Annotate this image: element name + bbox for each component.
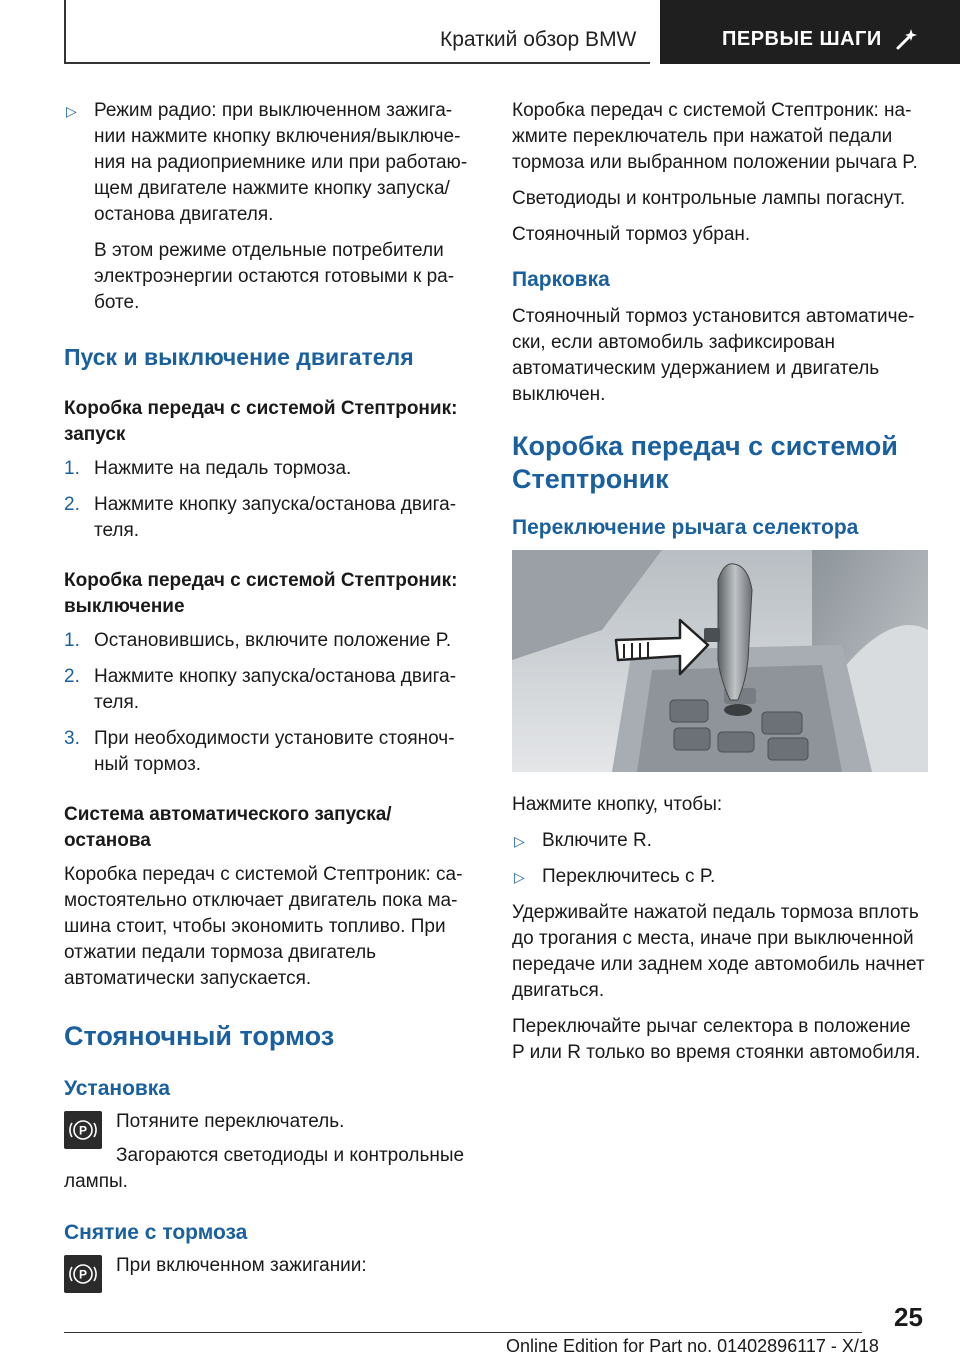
list-item: 2. Нажмите кнопку запуска/останова двигателя.	[64, 494, 457, 541]
list-item: 1. Нажмите на педаль тормоза.	[64, 458, 352, 479]
list-item: 2. Нажмите кнопку запуска/останова двигателя.	[64, 666, 457, 713]
sparkle-icon	[894, 26, 920, 52]
footer-divider	[64, 1332, 862, 1333]
release-brake-steptronic: Коробка передач с системой Стептроник: нажмите переключатель при нажатой педали тормоза или выбранном положении рычага P.	[512, 100, 918, 173]
set-brake-result: Загораются светодиоды и контрольные лампы.	[64, 1145, 465, 1192]
list-item: ▷ Включите R.	[512, 828, 928, 854]
list-item: 1. Остановившись, включите положение P.	[64, 630, 452, 651]
heading-selector-lever: Переключение рычага селектора	[512, 516, 859, 539]
heading-parking: Парковка	[512, 268, 610, 291]
auto-start-stop-text: Коробка передач с системой Стептроник: самостоятельно отключает двигатель пока машина стоит, чтобы экономить топливо. При отжатии педали тормоза двигатель автоматически запускается.	[64, 864, 463, 989]
header-section-title: Краткий обзор BMW	[440, 28, 637, 51]
hold-brake-text: Удерживайте нажатой педаль тормоза вплоть до трогания с места, иначе при выключенной передаче или заднем ходе автомобиль начнет двигаться.	[512, 902, 925, 1001]
heading-start-stop-engine: Пуск и выключение двигателя	[64, 344, 414, 370]
selector-lever-photo	[512, 550, 928, 772]
set-brake-instruction: P Потяните переключатель.	[64, 1109, 476, 1151]
heading-steptronic-stop: Коробка передач с системой Стептроник: выключение	[64, 570, 458, 617]
release-brake-instruction: P При включенном зажигании:	[64, 1253, 476, 1295]
parking-brake-icon	[64, 1111, 102, 1149]
header-chapter-title: ПЕРВЫЕ ШАГИ	[722, 28, 882, 50]
release-brake-leds: Светодиоды и контрольные лампы погаснут.	[512, 188, 906, 209]
list-item: ▷ Переключитесь с P.	[512, 864, 928, 890]
parking-text: Стояночный тормоз установится автоматически, если автомобиль зафиксирован автоматическим удержанием и двигатель выключен.	[512, 306, 915, 405]
switch-lever-text: Переключайте рычаг селектора в положение P или R только во время стоянки автомобиля.	[512, 1016, 921, 1063]
header-divider-vertical	[64, 0, 66, 64]
parking-brake-icon	[64, 1255, 102, 1293]
left-column	[64, 98, 476, 1303]
footer-edition: Online Edition for Part no. 01402896117 - X/18	[506, 1336, 879, 1356]
heading-parking-brake: Стояночный тормоз	[64, 1021, 335, 1051]
svg-text:P: P	[78, 1267, 88, 1282]
triangle-bullet-icon: ▷	[66, 103, 77, 119]
triangle-bullet-icon: ▷	[514, 869, 525, 885]
radio-mode-note: В этом режиме отдельные потребители электроэнергии остаются готовыми к работе.	[94, 240, 455, 313]
triangle-bullet-icon: ▷	[514, 833, 525, 849]
heading-auto-start-stop: Система автоматического запуска/останова	[64, 804, 392, 851]
list-item: 3. При необходимости установите стояночный тормоз.	[64, 728, 455, 775]
right-column	[512, 98, 928, 1076]
heading-set-brake: Установка	[64, 1077, 170, 1100]
svg-text:P: P	[78, 1123, 88, 1138]
release-brake-done: Стояночный тормоз убран.	[512, 224, 751, 245]
heading-release-brake: Снятие с тормоза	[64, 1221, 248, 1244]
heading-steptronic-start: Коробка передач с системой Стептроник: запуск	[64, 398, 458, 445]
page-number: 25	[894, 1302, 923, 1332]
header-divider-horizontal	[64, 62, 650, 64]
press-button-text: Нажмите кнопку, чтобы:	[512, 794, 723, 815]
bullet-radio-mode: ▷ Режим радио: при выключенном зажигании нажмите кнопку включения/выключения на радиоприемнике или при работающем двигателе нажмите кнопку запуска/останова двигателя.	[66, 100, 468, 225]
heading-steptronic: Коробка передач с системой Стептроник	[512, 431, 898, 494]
